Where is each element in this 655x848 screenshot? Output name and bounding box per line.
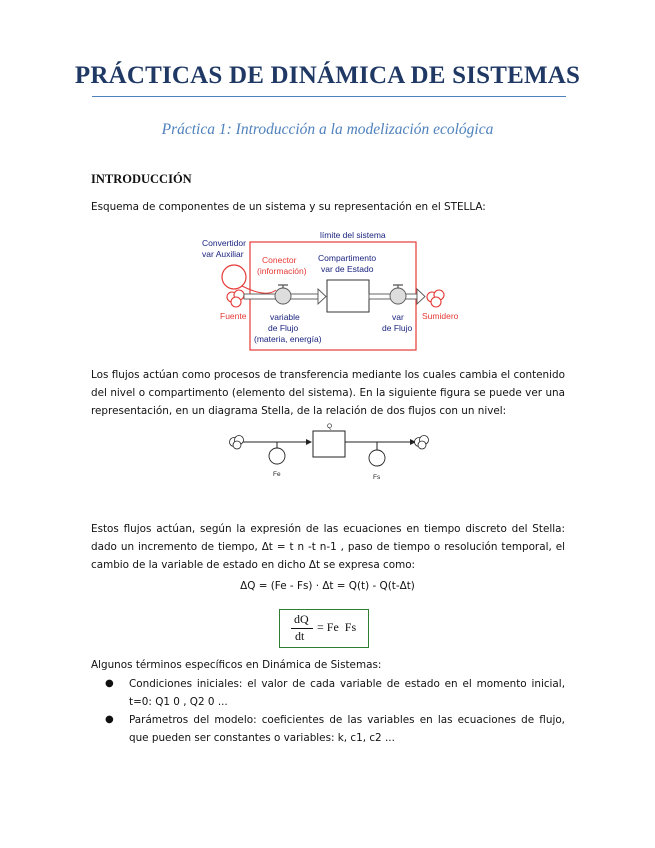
- inflow-valve-handle: [278, 285, 288, 288]
- connector-curve: [242, 286, 276, 293]
- flows-paragraph: Los flujos actúan como procesos de transferencia mediante los cuales cambia el contenido del nivel o compartimento (elemento del sistema). En la siguiente figura se puede ver una representación, en un diagrama Stella, de la relación de dos flujos con un nivel:: [91, 369, 565, 417]
- flow-subsublabel: (materia, energía): [254, 334, 322, 344]
- term-model-parameters: Parámetros del modelo: coeficientes de las variables en las ecuaciones de flujo, que pueden ser constantes o variables: k, c1, c2 ...: [129, 714, 565, 744]
- derivative-numerator: dQ: [294, 612, 309, 626]
- stella-stock-label: Q: [327, 423, 333, 430]
- stella-outflow-handle: [374, 442, 380, 450]
- list-item: [91, 711, 565, 747]
- derivative-denominator: dt: [295, 629, 305, 643]
- bullet-icon: ●: [105, 714, 114, 725]
- sink-label: Sumidero: [422, 311, 459, 321]
- terms-intro: Algunos términos específicos en Dinámica de Sistemas:: [91, 659, 382, 671]
- compartment-sublabel: var de Estado: [321, 264, 374, 274]
- inflow-valve: [275, 288, 291, 304]
- converter-circle: [222, 265, 246, 289]
- stella-inflow-handle: [274, 442, 280, 448]
- flow-sublabel: de Flujo: [268, 323, 299, 333]
- outflow-label: var: [392, 312, 404, 322]
- term-initial-conditions: Condiciones iniciales: el valor de cada variable de estado en el momento inicial, t=0: Q1 0 , Q2 0 ...: [129, 678, 565, 708]
- discrete-paragraph: Estos flujos actúan, según la expresión de las ecuaciones en tiempo discreto del Stella: dado un incremento de tiempo, Δt = t n -t n-1 , paso de tiempo o resolución temporal, el cambio de la variable de estado en dicho Δt se expresa como:: [91, 523, 565, 571]
- inflow-arrow: [318, 289, 326, 304]
- stella-inflow-label: Fe: [273, 471, 281, 478]
- bullet-icon: ●: [105, 678, 114, 689]
- title-divider: [92, 96, 566, 97]
- discrete-equation: ΔQ = (Fe - Fs) · Δt = Q(t) - Q(t-Δt): [240, 580, 415, 592]
- source-label: Fuente: [220, 311, 247, 321]
- derivative-equation-box: [279, 609, 369, 648]
- stella-inflow-valve: [269, 448, 285, 464]
- stella-outflow-valve: [369, 450, 385, 466]
- outflow-valve-handle: [393, 285, 403, 288]
- compartment-label: Compartimento: [318, 253, 377, 263]
- page-subtitle: Práctica 1: Introducción a la modelización ecológica: [161, 121, 494, 138]
- stella-source-cloud-icon: [230, 436, 244, 450]
- terms-list: [91, 675, 565, 747]
- outflow-valve: [390, 288, 406, 304]
- flow-label: variable: [270, 312, 300, 322]
- derivative-rhs: = Fe Fs: [317, 620, 357, 634]
- stella-flow-diagram: [226, 422, 432, 484]
- section-heading: INTRODUCCIÓN: [91, 172, 192, 186]
- stella-inflow-arrow: [306, 439, 312, 445]
- limit-label: límite del sistema: [320, 230, 386, 240]
- outflow-arrow: [417, 289, 425, 304]
- page-title: PRÁCTICAS DE DINÁMICA DE SISTEMAS: [74, 62, 581, 89]
- connector-sublabel: (información): [257, 266, 307, 276]
- stella-outflow-label: Fs: [373, 474, 381, 481]
- stella-sink-cloud-icon: [415, 436, 429, 450]
- converter-label: Convertidor: [202, 238, 246, 248]
- connector-label: Conector: [262, 255, 297, 265]
- source-cloud-icon: [227, 290, 244, 307]
- system-components-diagram: [196, 226, 466, 354]
- sink-cloud-icon: [427, 290, 444, 307]
- intro-line: Esquema de componentes de un sistema y su representación en el STELLA:: [91, 201, 486, 213]
- stella-stock-box: [313, 431, 345, 457]
- converter-sublabel: var Auxiliar: [202, 249, 244, 259]
- compartment-box: [327, 280, 369, 312]
- list-item: [91, 675, 565, 711]
- outflow-sublabel: de Flujo: [382, 323, 413, 333]
